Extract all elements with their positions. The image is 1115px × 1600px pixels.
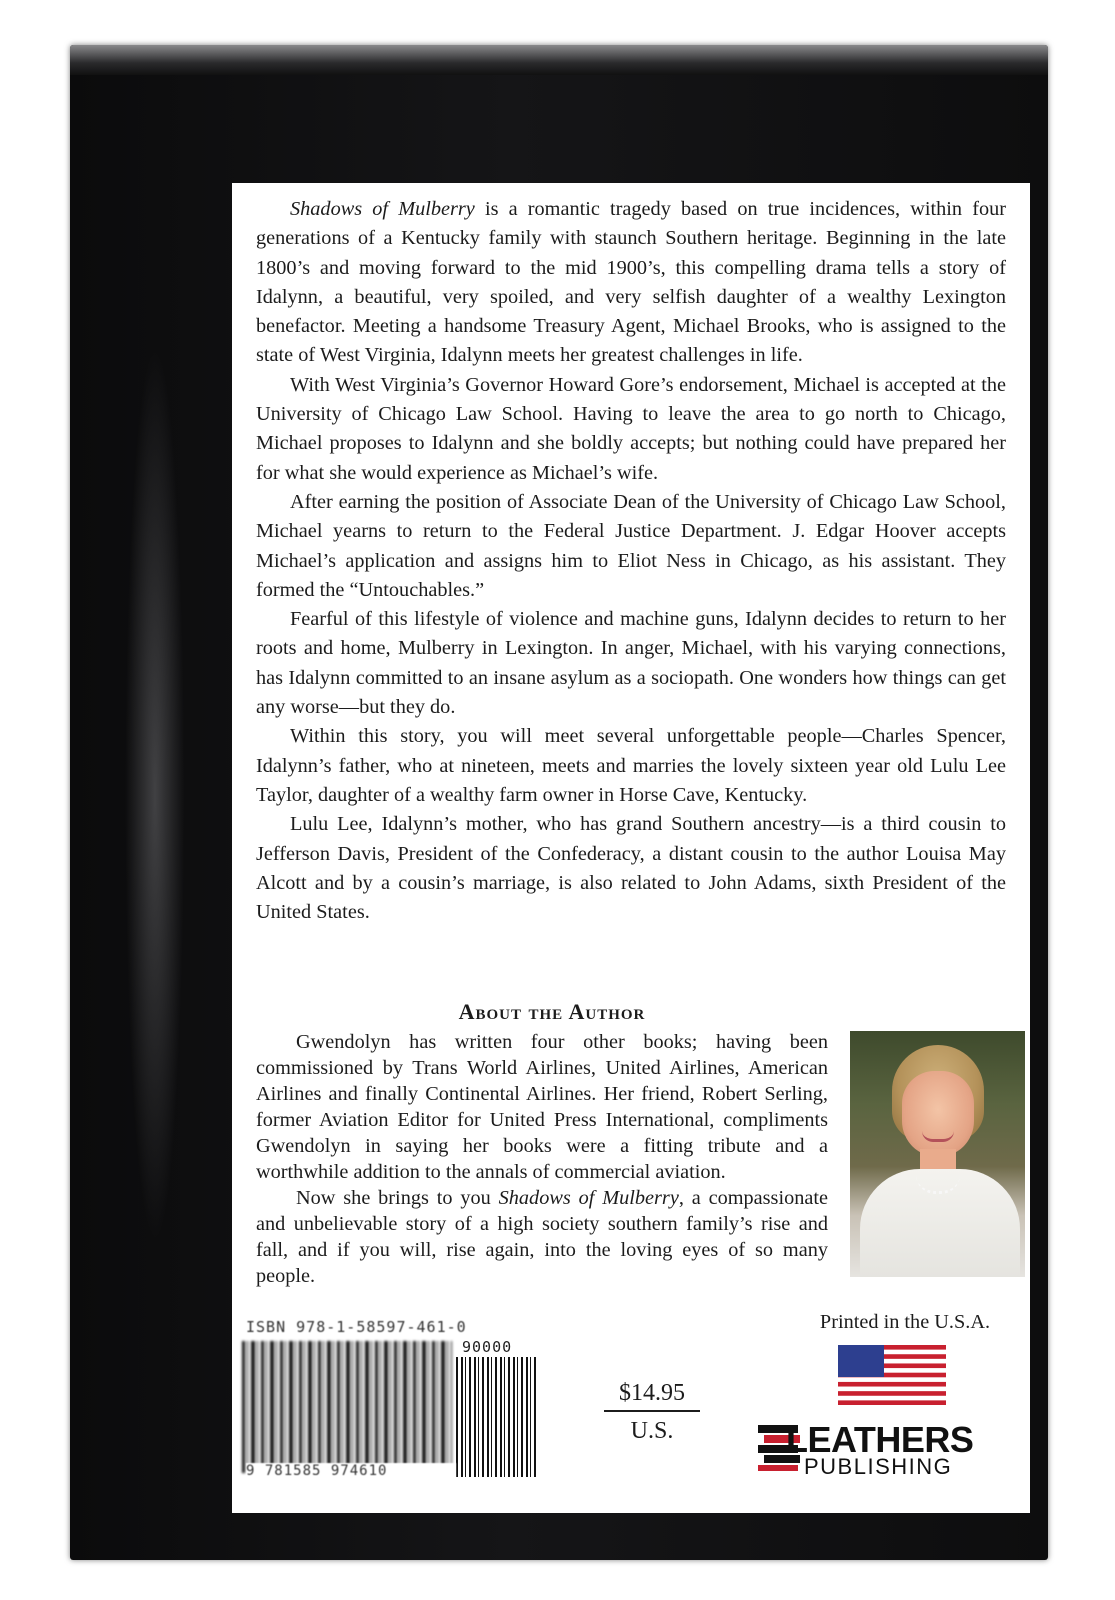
about-book-title-italic: Shadows of Mulberry: [498, 1187, 679, 1209]
barcode-number: 9 781585 974610: [246, 1463, 456, 1479]
about-author-text: [256, 1029, 828, 1289]
flag-canton: [838, 1345, 884, 1377]
blurb-paragraph-6: Lulu Lee, Idalynn’s mother, who has grand Southern ancestry—is a third cousin to Jefferson Davis, President of the Confederacy, a distant cousin to the author Louisa May Alcott and by a cousin’s marriage, is also related to John Adams, sixth President of the United States.: [256, 813, 1006, 924]
about-paragraph-2: [256, 1185, 828, 1289]
blurb-paragraph-1: [256, 195, 1006, 371]
publisher-name-line2: PUBLISHING: [804, 1454, 953, 1479]
author-photo: [850, 1031, 1025, 1277]
about-paragraph-1: Gwendolyn has written four other books; having been commissioned by Trans World Airlines, United Airlines, American Airlines and finally Continental Airlines. Her friend, Robert Serling, former Aviation Editor for United Press International, compliments Gwendolyn in saying her books were a fitting tribute and a worthwhile addition to the annals of commercial aviation.: [256, 1031, 828, 1183]
book-blurb: [256, 195, 1006, 927]
about-p2-before: Now she brings to you: [296, 1187, 499, 1209]
isbn-text: ISBN 978-1-58597-461-0: [246, 1318, 467, 1336]
price-block: [604, 1378, 700, 1446]
blurb-paragraph-4: Fearful of this lifestyle of violence and machine guns, Idalynn decides to return to her roots and home, Mulberry in Lexington. In anger, Michael, with his varying connections, has Idalynn committed to an insane asylum as a sociopath. One wonders how things can get any worse—but they do.: [256, 608, 1006, 719]
barcode: [242, 1341, 452, 1473]
book-back-cover: [70, 45, 1048, 1560]
flag-stripe: [838, 1382, 946, 1387]
blurb-paragraph-5: Within this story, you will meet several unforgettable people—Charles Spencer, Idalynn’s father, who at nineteen, meets and marries the lovely sixteen year old Lulu Lee Taylor, daughter of a wealthy farm owner in Horse Cave, Kentucky.: [256, 725, 1006, 806]
publisher-logo: [756, 1419, 1008, 1479]
about-p2-after: , a compassionate and unbelievable story of a high society southern family’s rise and fall, and if you will, rise again, into the loving eyes of so many people.: [256, 1187, 828, 1287]
author-face: [902, 1071, 974, 1157]
barcode-addon-number: 90000: [462, 1338, 513, 1356]
barcode-addon: [456, 1357, 538, 1477]
blurb-paragraph-1-text: is a romantic tragedy based on true incidences, within four generations of a Kentucky family with staunch Southern heritage. Beginning in the late 1800’s and moving forward to the mid 1900’s, this compelling drama tells a story of Idalynn, a beautiful, very spoiled, and very selfish daughter of a wealthy Lexington benefactor. Meeting a handsome Treasury Agent, Michael Brooks, who is assigned to the state of West Virginia, Idalynn meets her greatest challenges in life.: [256, 198, 1007, 367]
price-amount: $14.95: [604, 1378, 700, 1412]
blurb-paragraph-3: After earning the position of Associate Dean of the University of Chicago Law School, Michael yearns to return to the Federal Justice Department. J. Edgar Hoover accepts Michael’s application and assigns him to Eliot Ness in Chicago, as his assistant. They formed the “Untouchables.”: [256, 490, 1006, 601]
flag-stripe: [838, 1400, 946, 1405]
price-currency: U.S.: [630, 1418, 674, 1444]
blurb-paragraph-2: With West Virginia’s Governor Howard Gore’s endorsement, Michael is accepted at the University of Chicago Law School. Having to leave the area to go north to Chicago, Michael proposes to Idalynn and she boldly accepts; but nothing could have prepared her for what she would experience as Michael’s wife.: [256, 373, 1006, 484]
publisher-name-line1: LEATHERS: [786, 1419, 974, 1460]
us-flag-icon: [838, 1345, 946, 1405]
cover-white-panel: [232, 183, 1030, 1513]
book-title-italic: Shadows of Mulberry: [290, 198, 475, 220]
printed-in-usa: Printed in the U.S.A.: [819, 1311, 991, 1333]
flag-stripe: [838, 1391, 946, 1396]
about-author-heading: About the Author: [458, 999, 646, 1024]
